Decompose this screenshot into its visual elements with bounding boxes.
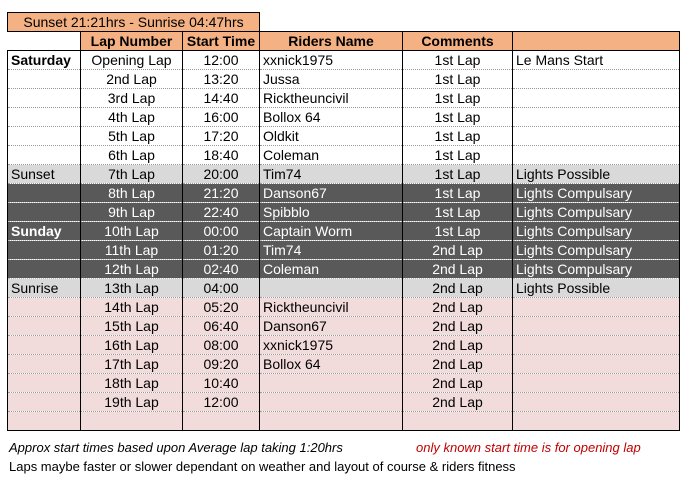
start-time-cell: 13:20 [183,70,260,89]
rider-name-cell [260,393,403,412]
header-blank [8,32,81,51]
lap-number-cell: 4th Lap [81,108,183,127]
start-time-cell: 20:00 [183,165,260,184]
note-cell: Lights Compulsary [513,184,680,203]
start-time-cell: 05:20 [183,298,260,317]
known-start-note: only known start time is for opening lap [416,440,641,455]
rider-name-cell: Coleman [260,260,403,279]
table-row [8,336,680,355]
note-cell: Lights Compulsary [513,222,680,241]
lap-number-cell: 9th Lap [81,203,183,222]
note-cell [513,298,680,317]
day-cell [8,146,81,165]
comment-cell: 1st Lap [403,108,513,127]
sunset-sunrise-title: Sunset 21:21hrs - Sunrise 04:47hrs [8,13,260,32]
comment-cell: 1st Lap [403,165,513,184]
start-time-cell: 00:00 [183,222,260,241]
approx-times-note: Approx start times based upon Average lap taking 1:20hrs [9,440,343,455]
note-cell [513,108,680,127]
table-row [8,317,680,336]
day-cell [8,241,81,260]
header-comments: Comments [403,32,513,51]
comment-cell: 2nd Lap [403,260,513,279]
day-cell: Sunday [8,222,81,241]
comment-cell: 1st Lap [403,70,513,89]
table-row [8,279,680,298]
lap-number-cell: 17th Lap [81,355,183,374]
rider-name-cell: Ricktheuncivil [260,298,403,317]
note-cell [513,127,680,146]
start-time-cell: 08:00 [183,336,260,355]
table-row [8,355,680,374]
lap-schedule-table [7,12,680,431]
note-cell: Lights Possible [513,279,680,298]
start-time-cell: 21:20 [183,184,260,203]
lap-number-cell: 19th Lap [81,393,183,412]
note-cell: Lights Possible [513,165,680,184]
comment-cell: 2nd Lap [403,393,513,412]
lap-number-cell: 16th Lap [81,336,183,355]
lap-number-cell: 2nd Lap [81,70,183,89]
comment-cell: 1st Lap [403,146,513,165]
header-riders-name: Riders Name [260,32,403,51]
lap-number-cell: 7th Lap [81,165,183,184]
start-time-cell: 09:20 [183,355,260,374]
table-row [8,222,680,241]
start-time-cell: 18:40 [183,146,260,165]
header-start-time: Start Time [183,32,260,51]
table-row [8,70,680,89]
start-time-cell: 12:00 [183,51,260,70]
comment-cell: 1st Lap [403,89,513,108]
rider-name-cell: Ricktheuncivil [260,89,403,108]
note-cell [513,317,680,336]
day-cell [8,203,81,222]
start-time-cell: 02:40 [183,260,260,279]
day-cell [8,127,81,146]
start-time-cell: 06:40 [183,317,260,336]
start-time-cell: 04:00 [183,279,260,298]
day-cell [8,317,81,336]
lap-speed-note: Laps maybe faster or slower dependant on weather and layout of course & riders fitness [9,459,516,474]
rider-name-cell: xxnick1975 [260,336,403,355]
note-cell [513,146,680,165]
comment-cell: 2nd Lap [403,355,513,374]
note-cell [513,393,680,412]
comment-cell: 2nd Lap [403,336,513,355]
table-row [8,89,680,108]
day-cell [8,355,81,374]
day-cell [8,298,81,317]
table-row [8,374,680,393]
lap-number-cell: 13th Lap [81,279,183,298]
start-time-cell: 17:20 [183,127,260,146]
rider-name-cell: Bollox 64 [260,108,403,127]
comment-cell: 1st Lap [403,203,513,222]
table-row [8,203,680,222]
lap-number-cell [81,412,183,431]
day-cell [8,89,81,108]
note-cell: Lights Compulsary [513,260,680,279]
lap-number-cell: 3rd Lap [81,89,183,108]
rider-name-cell [260,412,403,431]
comment-cell: 2nd Lap [403,279,513,298]
comment-cell: 1st Lap [403,51,513,70]
rider-name-cell: xxnick1975 [260,51,403,70]
comment-cell: 2nd Lap [403,374,513,393]
rider-name-cell: Captain Worm [260,222,403,241]
lap-number-cell: 11th Lap [81,241,183,260]
header-notes [513,32,680,51]
note-cell: Lights Compulsary [513,203,680,222]
rider-name-cell [260,279,403,298]
day-cell: Sunset [8,165,81,184]
day-cell [8,374,81,393]
comment-cell: 1st Lap [403,222,513,241]
lap-number-cell: 6th Lap [81,146,183,165]
note-cell [513,374,680,393]
start-time-cell: 01:20 [183,241,260,260]
day-cell [8,184,81,203]
rider-name-cell: Danson67 [260,317,403,336]
rider-name-cell: Tim74 [260,241,403,260]
start-time-cell: 22:40 [183,203,260,222]
lap-number-cell: 14th Lap [81,298,183,317]
table-row [8,165,680,184]
start-time-cell: 14:40 [183,89,260,108]
note-cell [513,89,680,108]
table-row [8,298,680,317]
day-cell [8,70,81,89]
start-time-cell: 10:40 [183,374,260,393]
day-cell [8,260,81,279]
lap-number-cell: 18th Lap [81,374,183,393]
note-cell [513,355,680,374]
day-cell: Saturday [8,51,81,70]
table-row [8,108,680,127]
header-lap-number: Lap Number [81,32,183,51]
rider-name-cell: Danson67 [260,184,403,203]
note-cell: Le Mans Start [513,51,680,70]
comment-cell: 2nd Lap [403,298,513,317]
rider-name-cell: Coleman [260,146,403,165]
note-cell [513,70,680,89]
note-cell: Lights Compulsary [513,241,680,260]
rider-name-cell: Spibblo [260,203,403,222]
start-time-cell: 16:00 [183,108,260,127]
lap-number-cell: Opening Lap [81,51,183,70]
table-row [8,241,680,260]
day-cell [8,108,81,127]
rider-name-cell [260,374,403,393]
table-row [8,184,680,203]
start-time-cell [183,412,260,431]
note-cell [513,336,680,355]
lap-number-cell: 12th Lap [81,260,183,279]
lap-number-cell: 5th Lap [81,127,183,146]
header-row [8,32,680,51]
comment-cell: 1st Lap [403,127,513,146]
day-cell [8,412,81,431]
table-row [8,412,680,431]
lap-number-cell: 8th Lap [81,184,183,203]
lap-number-cell: 15th Lap [81,317,183,336]
day-cell [8,393,81,412]
lap-number-cell: 10th Lap [81,222,183,241]
start-time-cell: 12:00 [183,393,260,412]
comment-cell: 2nd Lap [403,241,513,260]
rider-name-cell: Oldkit [260,127,403,146]
lap-schedule-sheet [7,12,680,431]
comment-cell: 2nd Lap [403,317,513,336]
day-cell: Sunrise [8,279,81,298]
note-cell [513,412,680,431]
table-row [8,51,680,70]
title-row [8,13,680,32]
table-row [8,260,680,279]
table-row [8,393,680,412]
rider-name-cell: Bollox 64 [260,355,403,374]
comment-cell: 1st Lap [403,184,513,203]
comment-cell [403,412,513,431]
day-cell [8,336,81,355]
table-row [8,127,680,146]
table-row [8,146,680,165]
rider-name-cell: Tim74 [260,165,403,184]
rider-name-cell: Jussa [260,70,403,89]
